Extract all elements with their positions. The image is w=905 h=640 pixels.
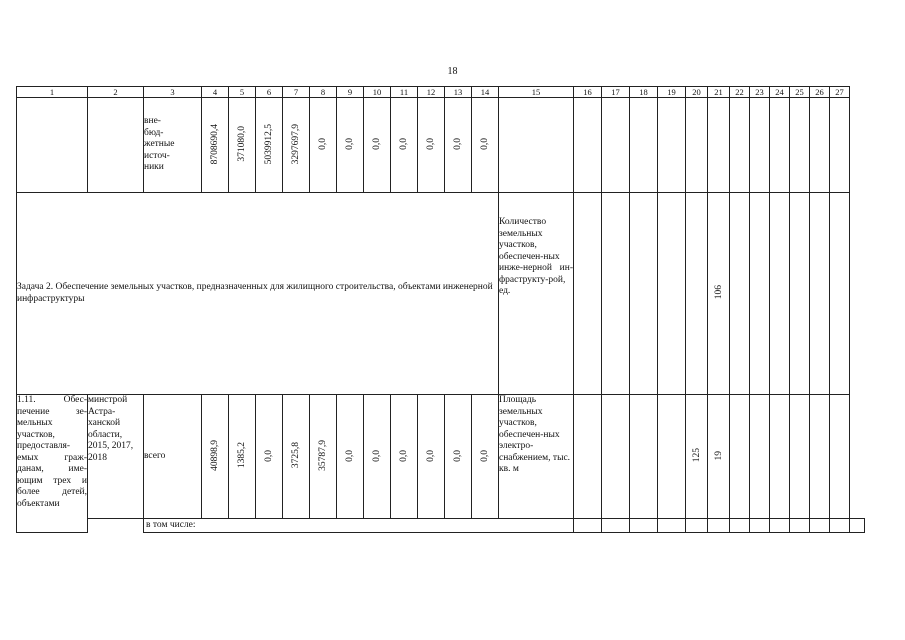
column-header: 18	[630, 87, 658, 98]
value-cell: 1385,2	[229, 395, 256, 519]
column-header: 16	[574, 87, 602, 98]
value-cell: 40898,9	[202, 395, 229, 519]
column-header: 7	[283, 87, 310, 98]
value-cell: 0,0	[364, 98, 391, 193]
funding-source-cell: вне- бюд- жетные источ- ники	[144, 98, 202, 193]
column-header: 22	[730, 87, 750, 98]
column-header: 15	[499, 87, 574, 98]
value-cell: 35787,9	[310, 395, 337, 519]
column-header: 6	[256, 87, 283, 98]
value-cell: 0,0	[256, 395, 283, 519]
column-header: 20	[686, 87, 708, 98]
table-row	[17, 395, 865, 519]
value-cell: 5039912,5	[256, 98, 283, 193]
column-header: 12	[418, 87, 445, 98]
target-value-cell: 125	[686, 395, 708, 519]
value-cell: 0,0	[418, 98, 445, 193]
value-cell: 0,0	[472, 98, 499, 193]
value-cell: 0,0	[445, 98, 472, 193]
table-row	[17, 519, 865, 533]
column-header: 8	[310, 87, 337, 98]
column-header: 3	[144, 87, 202, 98]
value-cell: 0,0	[337, 395, 364, 519]
column-header: 5	[229, 87, 256, 98]
column-header: 21	[708, 87, 730, 98]
column-header: 24	[770, 87, 790, 98]
column-header: 4	[202, 87, 229, 98]
task-2-label: Задача 2. Обеспечение земельных участков, предназначенных для жилищного строительства, объектами инженерной инфраструктуры	[17, 193, 499, 395]
column-header: 19	[658, 87, 686, 98]
column-header: 2	[88, 87, 144, 98]
target-value-cell: 106	[708, 193, 730, 395]
target-value-cell: 19	[708, 395, 730, 519]
header-row	[17, 87, 865, 98]
column-header: 17	[602, 87, 630, 98]
table-row	[17, 98, 865, 193]
value-cell: 0,0	[472, 395, 499, 519]
value-cell: 371080,0	[229, 98, 256, 193]
column-header: 14	[472, 87, 499, 98]
indicator-cell: Количество земельных участков, обеспечен-ных инже-нерной ин-фраструкту-рой, ед.	[499, 193, 574, 395]
measure-name-cell: 1.11. Обес-печение зе-мельных участков, предоставля-емых граж-данам, име-ющим трех и более детей, объектами	[17, 395, 88, 533]
value-cell: 0,0	[418, 395, 445, 519]
including-label: в том числе:	[144, 519, 574, 533]
column-header: 13	[445, 87, 472, 98]
column-header: 23	[750, 87, 770, 98]
value-cell: 3725,8	[283, 395, 310, 519]
column-header: 25	[790, 87, 810, 98]
page-number: 18	[447, 66, 458, 77]
value-cell: 3297697,9	[283, 98, 310, 193]
indicator-cell: Площадь земельных участков, обеспечен-ных электро-снабжением, тыс. кв. м	[499, 395, 574, 519]
value-cell: 0,0	[364, 395, 391, 519]
executor-cell: минстрой Астра-ханской области, 2015, 2017, 2018	[88, 395, 144, 519]
column-header: 11	[391, 87, 418, 98]
column-header: 26	[810, 87, 830, 98]
column-header: 10	[364, 87, 391, 98]
column-header: 9	[337, 87, 364, 98]
column-header: 1	[17, 87, 88, 98]
value-cell: 0,0	[391, 98, 418, 193]
value-cell: 0,0	[391, 395, 418, 519]
value-cell: 8708690,4	[202, 98, 229, 193]
column-header: 27	[830, 87, 850, 98]
table-row	[17, 193, 865, 395]
value-cell: 0,0	[310, 98, 337, 193]
value-cell: 0,0	[337, 98, 364, 193]
funding-source-cell: всего	[144, 395, 202, 519]
value-cell: 0,0	[445, 395, 472, 519]
program-table	[16, 86, 865, 533]
